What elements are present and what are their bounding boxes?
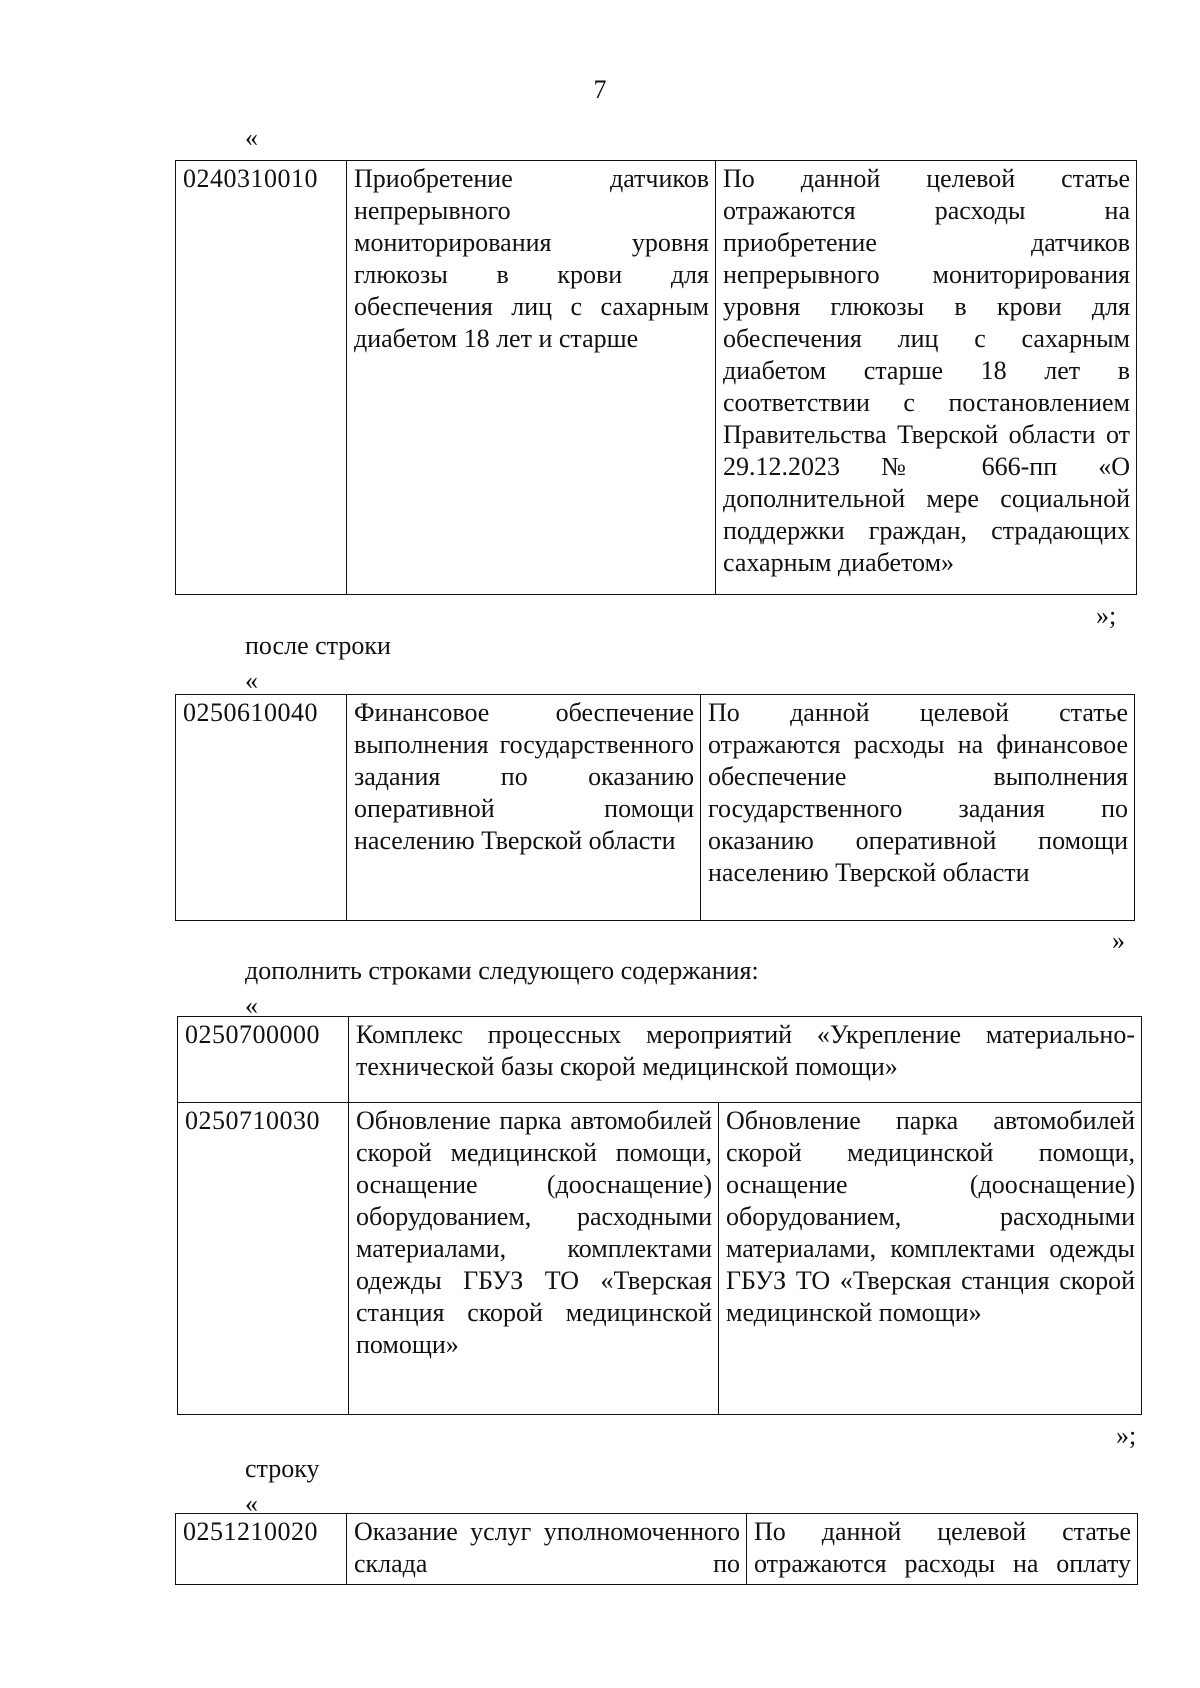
table-row bbox=[178, 1017, 1142, 1103]
description-cell: Обновление парка автомобилей скорой медицинской помощи, оснащение (дооснащение) оборудованием, расходными материалами, комплектами одежды ГБУЗ ТО «Тверская станция скорой медицинской помощи» bbox=[719, 1103, 1142, 1415]
page-number: 7 bbox=[593, 75, 607, 104]
code-cell: 0251210020 bbox=[176, 1514, 347, 1585]
description-cell: По данной целевой статье отражаются расходы на финансовое обеспечение выполнения государственного задания по оказанию оперативной помощи населению Тверской области bbox=[701, 695, 1135, 921]
name-cell: Комплекс процессных мероприятий «Укрепление материально-технической базы скорой медицинской помощи» bbox=[349, 1017, 1142, 1103]
table-row bbox=[178, 1103, 1142, 1415]
code-cell: 0250700000 bbox=[178, 1017, 349, 1103]
table-block-4 bbox=[175, 1513, 1138, 1585]
table-block-3 bbox=[177, 1016, 1142, 1415]
table-row bbox=[176, 1514, 1138, 1585]
table-block-2 bbox=[175, 694, 1135, 921]
close-quote: »; bbox=[1116, 1421, 1137, 1450]
row-label: строку bbox=[245, 1454, 320, 1483]
description-cell: По данной целевой статье отражаются расходы на приобретение датчиков непрерывного мониторирования уровня глюкозы в крови для обеспечения лиц с сахарным диабетом старше 18 лет в соответствии с постановлением Правительства Тверской области от 29.12.2023 № 666-пп «О дополнительной мере социальной поддержки граждан, страдающих сахарным диабетом» bbox=[716, 161, 1137, 595]
name-cell: Оказание услуг уполномоченного склада по bbox=[347, 1514, 747, 1585]
table-row bbox=[176, 695, 1135, 921]
code-cell: 0250610040 bbox=[176, 695, 347, 921]
code-cell: 0250710030 bbox=[178, 1103, 349, 1415]
open-quote: « bbox=[245, 666, 258, 695]
code-cell: 0240310010 bbox=[176, 161, 347, 595]
table-row bbox=[176, 161, 1137, 595]
after-row-label: после строки bbox=[245, 631, 391, 660]
close-quote: » bbox=[1112, 926, 1125, 955]
name-cell: Приобретение датчиков непрерывного мониторирования уровня глюкозы в крови для обеспечения лиц с сахарным диабетом 18 лет и старше bbox=[347, 161, 716, 595]
description-cell: По данной целевой статье отражаются расходы на оплату bbox=[747, 1514, 1138, 1585]
open-quote: « bbox=[245, 1489, 258, 1518]
table-block-1 bbox=[175, 160, 1137, 595]
add-rows-label: дополнить строками следующего содержания: bbox=[245, 956, 759, 985]
close-quote: »; bbox=[1096, 601, 1117, 630]
open-quote: « bbox=[245, 991, 258, 1020]
name-cell: Финансовое обеспечение выполнения государственного задания по оказанию оперативной помощи населению Тверской области bbox=[347, 695, 701, 921]
name-cell: Обновление парка автомобилей скорой медицинской помощи, оснащение (дооснащение) оборудованием, расходными материалами, комплектами одежды ГБУЗ ТО «Тверская станция скорой медицинской помощи» bbox=[349, 1103, 719, 1415]
open-quote: « bbox=[245, 123, 258, 152]
